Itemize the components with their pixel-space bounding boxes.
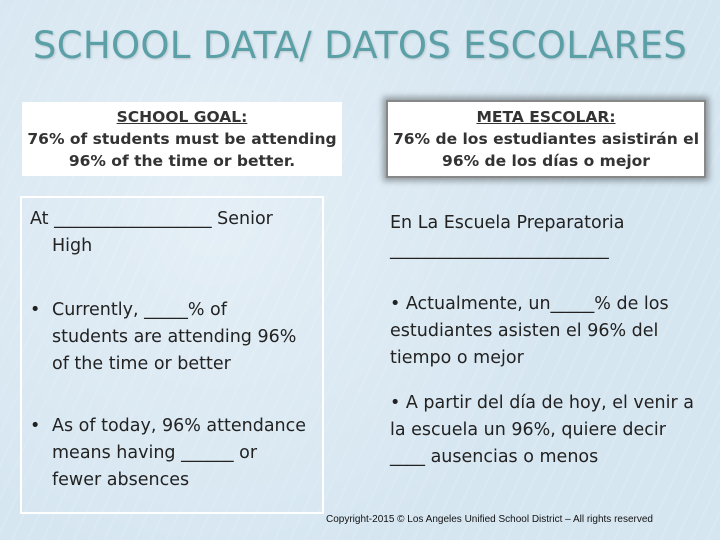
- bullet-1-en: [52, 297, 322, 378]
- goal-heading: SCHOOL GOAL:: [116, 108, 248, 126]
- page-title: SCHOOL DATA/ DATOS ESCOLARES: [32, 24, 688, 67]
- bullet-1-es-line-2: estudiantes asisten el 96% del: [390, 321, 659, 341]
- school-name-text-en: At __________________ Senior: [30, 209, 273, 229]
- bullet-2-en: [52, 413, 327, 494]
- school-name-line-es: [390, 210, 690, 264]
- school-name-text-es: En La Escuela Preparatoria: [390, 213, 625, 233]
- school-goal-box: [22, 102, 342, 176]
- bullet-2-es-line-1: • A partir del día de hoy, el venir a: [390, 393, 694, 413]
- bullet-1-es-line-3: tiempo o mejor: [390, 348, 524, 368]
- bullet-1-en-symbol: •: [30, 300, 41, 320]
- bullet-1-en-line-3: of the time or better: [52, 354, 231, 374]
- bullet-2-es: [390, 390, 710, 471]
- copyright-notice: Copyright-2015 © Los Angeles Unified School District – All rights reserved: [326, 514, 653, 525]
- goal-line-2: 96% of the time or better.: [68, 152, 296, 170]
- school-name-text-es-2: _________________________: [390, 240, 609, 260]
- goal-line-1: 76% of students must be attending: [27, 130, 337, 148]
- meta-line-1: 76% de los estudiantes asistirán el: [392, 130, 700, 148]
- meta-line-2: 96% de los días o mejor: [442, 152, 650, 170]
- school-name-line-en: [30, 206, 330, 260]
- bullet-2-en-symbol: •: [30, 416, 41, 436]
- school-name-text-en-2: High: [52, 236, 93, 256]
- bullet-1-en-line-1: Currently, _____% of: [52, 300, 227, 320]
- bullet-2-en-line-3: fewer absences: [52, 470, 190, 490]
- bullet-2-en-line-1: As of today, 96% attendance: [52, 416, 307, 436]
- meta-escolar-box: [386, 100, 706, 178]
- bullet-2-en-line-2: means having ______ or: [52, 443, 258, 463]
- bullet-2-es-line-3: ____ ausencias o menos: [390, 447, 599, 467]
- bullet-1-es-line-1: • Actualmente, un_____% de los: [390, 294, 669, 314]
- bullet-1-en-line-2: students are attending 96%: [52, 327, 297, 347]
- meta-heading: META ESCOLAR:: [476, 108, 616, 126]
- bullet-2-es-line-2: la escuela un 96%, quiere decir: [390, 420, 666, 440]
- bullet-1-es: [390, 291, 710, 372]
